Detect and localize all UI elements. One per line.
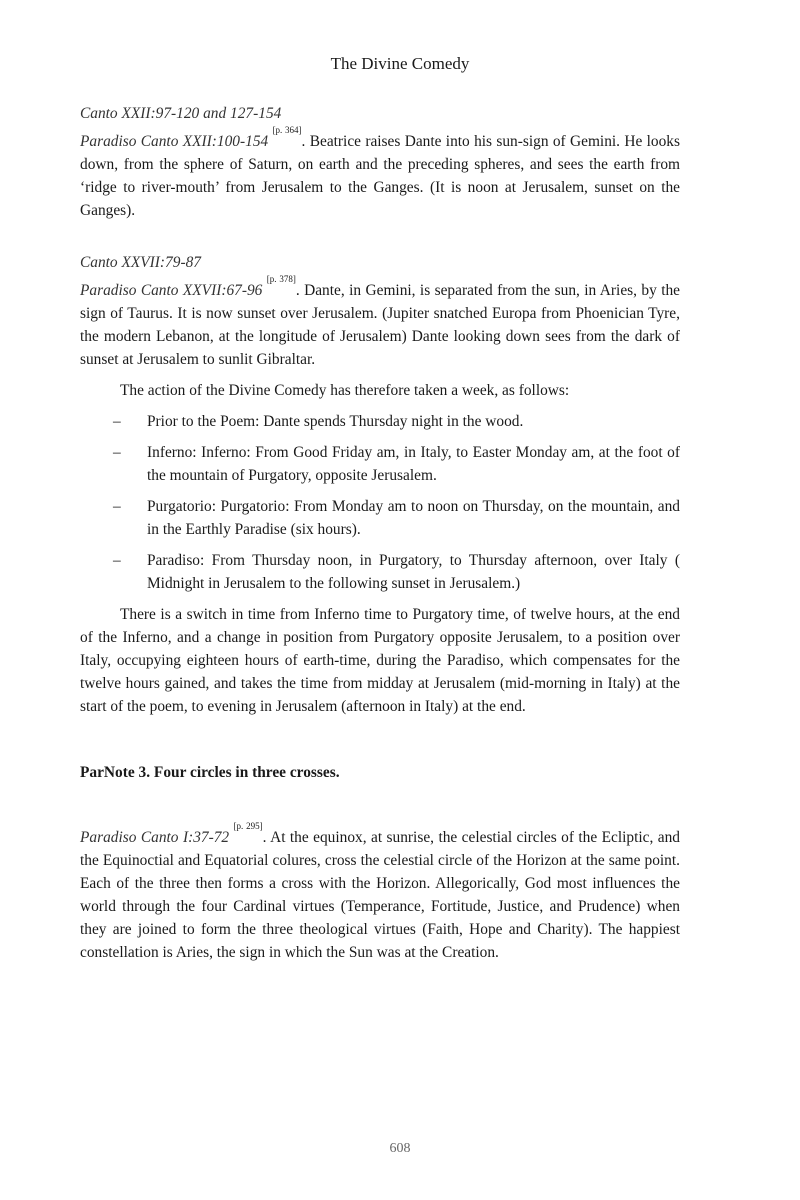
list-item-text: Inferno: Inferno: From Good Friday am, in Italy, to Easter Monday am, at the foot of the mountain of Purgatory, opposite Jerusalem. <box>147 444 680 484</box>
page-reference: [p. 295] <box>233 821 263 831</box>
list-item-text: Prior to the Poem: Dante spends Thursday night in the wood. <box>147 413 524 430</box>
paragraph-text: . At the equinox, at sunrise, the celestial circles of the Ecliptic, and the Equinoctial and Equatorial colures, cross the celestial circle of the Horizon at the same point. Each of the three then forms a cross with the Horizon. Allegorically, God most influences the world through the four Cardinal virtues (Temperance, Fortitude, Justice, and Prudence) when they are joined to form the three theological virtues (Faith, Hope and Charity). The happiest constellation is Aries, the sign in which the Sun was at the Creation. <box>80 829 680 961</box>
paragraph-text: . Dante, in Gemini, is separated from the sun, in Aries, by the sign of Taurus. It is now sunset over Jerusalem. (Jupiter snatched Europa from Phoenician Tyre, the modern Lebanon, at the longitude of Jerusalem) Dante looking down sees from the dark of sunset at Jerusalem to sunlit Gibraltar. <box>80 282 681 368</box>
canto-reference: Paradiso Canto XXVII:67-96 <box>80 282 263 299</box>
closing-paragraph: There is a switch in time from Inferno time to Purgatory time, of twelve hours, at the end of the Inferno, and a change in position from Purgatory opposite Jerusalem, to a position over Italy, occupying eighteen hours of earth-time, during the Paradiso, which compensates for the twelve hours gained, and takes the time from midday at Jerusalem (mid-morning in Italy) at the start of the poem, to evening in Jerusalem (afternoon in Italy) at the end. <box>80 606 680 715</box>
dash-bullet: – <box>113 444 121 461</box>
section-heading-canto-xxii: Canto XXII:97-120 and 127-154 <box>80 105 282 122</box>
page-title: The Divine Comedy <box>330 54 470 73</box>
timeline-intro: The action of the Divine Comedy has therefore taken a week, as follows: <box>120 382 570 399</box>
canto-reference: Paradiso Canto XXII:100-154 <box>80 133 269 150</box>
dash-bullet: – <box>113 552 121 569</box>
dash-bullet: – <box>113 413 121 430</box>
list-item <box>80 495 680 541</box>
page-reference: [p. 378] <box>266 274 296 284</box>
dash-bullet: – <box>113 498 121 515</box>
page-content <box>80 100 680 964</box>
parnote-heading: ParNote 3. Four circles in three crosses. <box>80 764 340 781</box>
paragraph-canto-xxvii <box>80 274 681 371</box>
page-number: 608 <box>389 1141 411 1156</box>
section-heading-canto-xxvii: Canto XXVII:79-87 <box>80 254 201 271</box>
paragraph-text: . Beatrice raises Dante into his sun-sign of Gemini. He looks down, from the sphere of Saturn, on earth and the preceding spheres, and sees the earth from ‘ridge to river-mouth’ from Jerusalem to the Ganges. (It is noon at Jerusalem, sunset on the Ganges). <box>80 133 680 219</box>
page-reference: [p. 364] <box>272 125 302 135</box>
paragraph-canto-xxii <box>80 125 680 222</box>
paragraph-canto-i <box>80 821 680 964</box>
list-item-text: Purgatorio: Purgatorio: From Monday am to noon on Thursday, on the mountain, and in the Earthly Paradise (six hours). <box>147 498 680 538</box>
list-item <box>80 441 680 487</box>
list-item-text: Paradiso: From Thursday noon, in Purgatory, to Thursday afternoon, over Italy ( Midnight in Jerusalem to the following sunset in Jerusalem.) <box>147 552 680 592</box>
list-item <box>80 549 680 595</box>
canto-reference: Paradiso Canto I:37-72 <box>80 829 230 846</box>
timeline-list <box>80 410 680 595</box>
list-item <box>80 410 680 433</box>
